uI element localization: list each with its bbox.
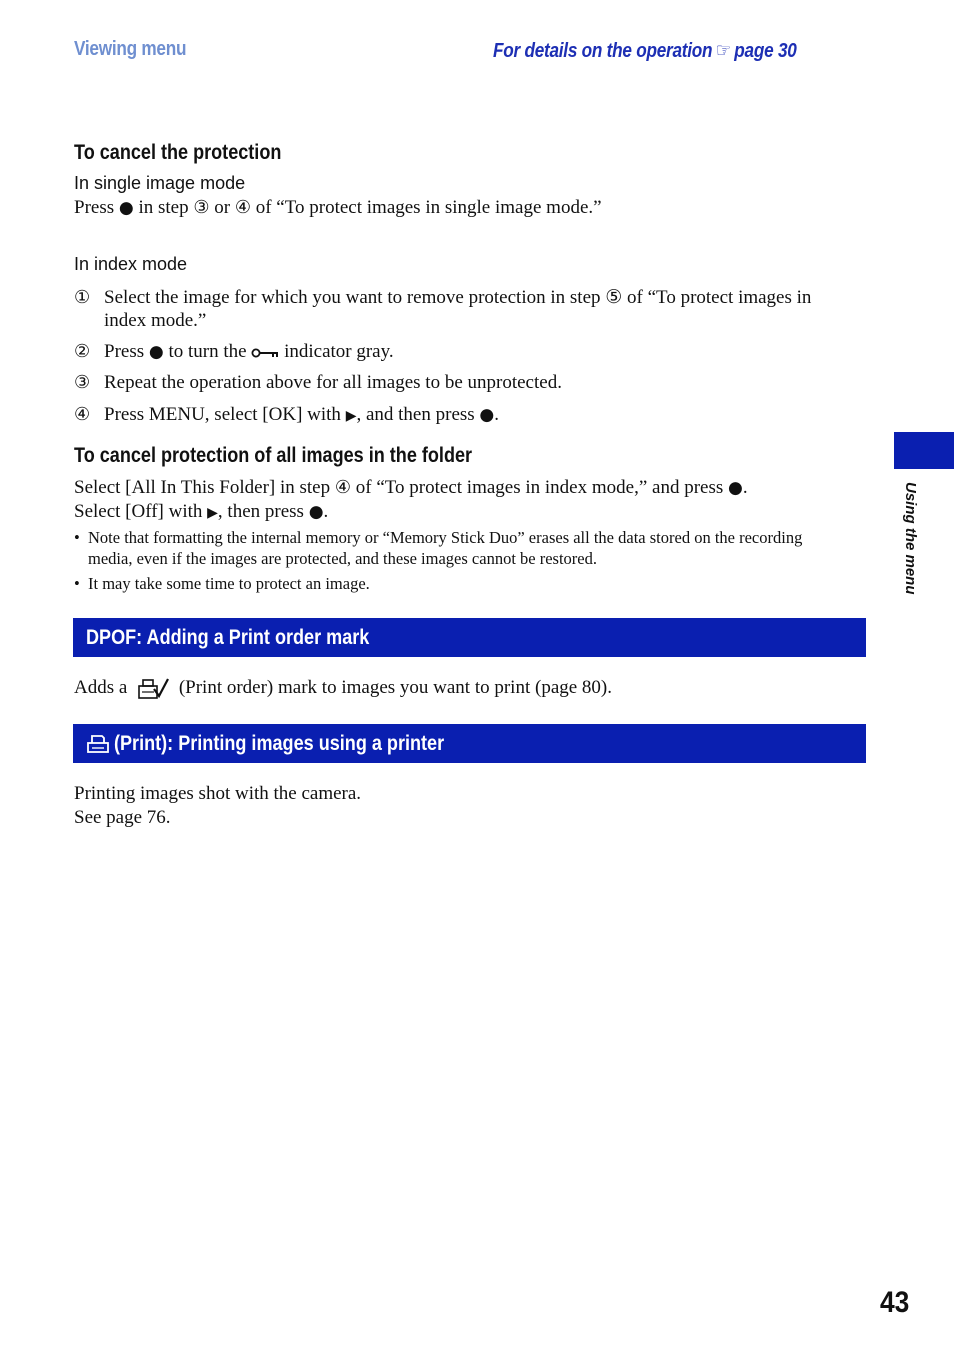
text-reference: of “To protect images in index mode,” and press bbox=[355, 477, 724, 498]
note-time bbox=[74, 573, 834, 594]
index-step-1 bbox=[74, 286, 854, 332]
note-formatting bbox=[74, 527, 834, 569]
step-text bbox=[104, 403, 854, 428]
right-arrow-icon: ▶ bbox=[345, 408, 357, 424]
print-line-1: Printing images shot with the camera. bbox=[74, 783, 362, 804]
cancel-all-line-2 bbox=[74, 500, 328, 525]
step-number: ② bbox=[74, 341, 91, 362]
bullet-icon: • bbox=[74, 528, 80, 547]
text-press: Press bbox=[74, 197, 115, 218]
text-then-press: , then press bbox=[217, 501, 304, 522]
text-period: . bbox=[323, 501, 329, 522]
text-reference: of “To protect images in single image mode.” bbox=[255, 197, 602, 218]
details-page-link[interactable]: page 30 bbox=[734, 40, 797, 62]
text-in-step: in step bbox=[138, 197, 189, 218]
text-turn: to turn the bbox=[168, 341, 247, 362]
dpof-title: DPOF: Adding a Print order mark bbox=[86, 625, 370, 649]
text-or: or bbox=[214, 197, 231, 218]
index-mode-label: In index mode bbox=[74, 254, 188, 274]
cancel-all-heading: To cancel protection of all images in the folder bbox=[74, 444, 473, 467]
center-button-icon: ● bbox=[308, 502, 324, 522]
details-reference bbox=[493, 38, 797, 63]
center-button-icon: ● bbox=[479, 405, 495, 425]
protect-key-icon bbox=[251, 347, 279, 359]
bullet-icon: • bbox=[74, 574, 80, 593]
step-number: ① bbox=[74, 287, 91, 308]
cancel-all-line-1 bbox=[74, 476, 748, 500]
section-title: Viewing menu bbox=[74, 38, 187, 60]
text-then-press: , and then press bbox=[356, 404, 475, 425]
side-tab-label: Using the menu bbox=[902, 482, 919, 595]
printer-icon bbox=[86, 733, 110, 755]
step-number: ③ bbox=[74, 372, 91, 393]
single-mode-text bbox=[74, 196, 602, 220]
text-indicator: indicator gray. bbox=[284, 341, 394, 362]
text-select-off: Select [Off] with bbox=[74, 501, 203, 522]
text-adds: Adds a bbox=[74, 677, 128, 698]
index-step-2 bbox=[74, 340, 854, 364]
note-text: Note that formatting the internal memory or “Memory Stick Duo” erases all the data stored on the recording media, even if the images are protected, and these images cannot be restored. bbox=[88, 528, 803, 568]
text-period: . bbox=[494, 404, 500, 425]
step-number: ④ bbox=[334, 477, 352, 498]
print-title: (Print): Printing images using a printer bbox=[114, 731, 445, 755]
print-section-header bbox=[73, 724, 866, 763]
print-line-2: See page 76. bbox=[74, 807, 171, 828]
note-text: It may take some time to protect an image. bbox=[88, 574, 370, 593]
side-tab-marker bbox=[894, 432, 954, 469]
details-prefix: For details on the operation bbox=[493, 40, 713, 62]
text-print-order: (Print order) mark to images you want to print (page 80). bbox=[178, 677, 613, 698]
step-text: Select the image for which you want to remove protection in step ⑤ of “To protect images in index mode.” bbox=[104, 287, 812, 331]
dpof-description bbox=[74, 676, 612, 701]
cancel-protection-heading: To cancel the protection bbox=[74, 141, 282, 164]
center-button-icon: ● bbox=[148, 342, 164, 362]
step-number: ④ bbox=[74, 404, 91, 425]
text-press: Press bbox=[104, 341, 145, 362]
index-step-3 bbox=[74, 371, 854, 394]
dpof-section-header bbox=[73, 618, 866, 657]
center-button-icon: ● bbox=[728, 478, 743, 498]
step-text bbox=[104, 340, 854, 364]
text-period: . bbox=[742, 477, 748, 498]
step-number: ③ bbox=[193, 197, 210, 218]
center-button-icon: ● bbox=[118, 198, 134, 218]
text-select: Select [All In This Folder] in step bbox=[74, 477, 331, 498]
text-press-menu: Press MENU, select [OK] with bbox=[104, 404, 341, 425]
step-text: Repeat the operation above for all images to be unprotected. bbox=[104, 372, 562, 393]
print-order-mark-icon bbox=[136, 677, 170, 701]
index-step-4 bbox=[74, 403, 854, 428]
pointing-hand-icon: ☞ bbox=[715, 40, 731, 62]
right-arrow-icon: ▶ bbox=[207, 505, 218, 521]
page-number: 43 bbox=[880, 1286, 910, 1319]
step-number: ④ bbox=[234, 197, 251, 218]
single-mode-label: In single image mode bbox=[74, 173, 246, 193]
